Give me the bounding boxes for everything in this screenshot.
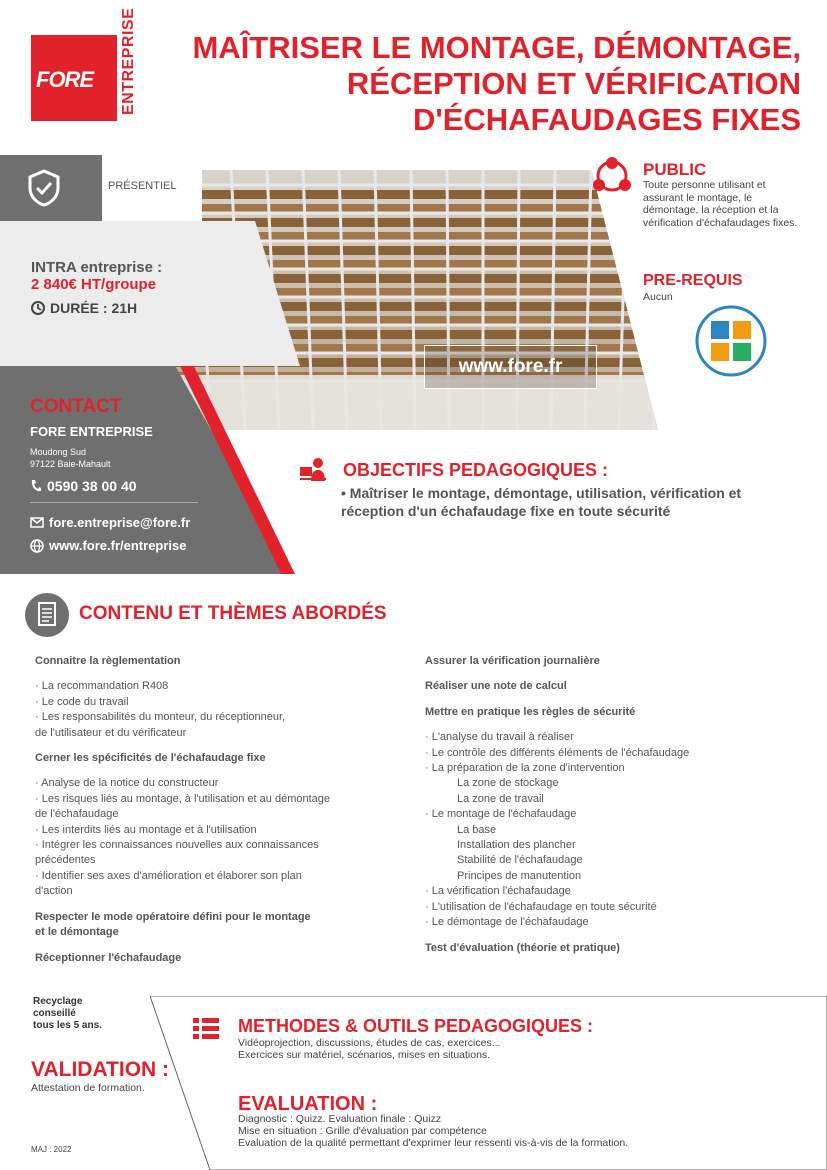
pricing-panel: [0, 221, 300, 366]
topic-heading: Test d'évaluation (théorie et pratique): [425, 941, 620, 954]
list-item: précédentes: [35, 854, 96, 867]
contact-email[interactable]: fore.entreprise@fore.fr: [30, 515, 190, 530]
list-item: Principes de manutention: [457, 869, 582, 882]
spacer: [35, 741, 375, 751]
list-item: · Le montage de l'échafaudage: [425, 808, 577, 821]
list-item: · La vérification l'échafaudage: [425, 885, 571, 898]
contenu-column-right: [425, 654, 765, 956]
list-item: de l'échafaudage: [35, 808, 119, 821]
list-item: La base: [457, 823, 497, 836]
list-item: Stabilité de l'échafaudage: [457, 854, 583, 867]
evaluation-text: Diagnostic : Quizz. Evaluation finale : Quizz Mise en situation : Grille d'évaluation par compétence Evaluation de la qualité permettant d'exprimer leur ressenti vis-à-vis de la formation.: [238, 1113, 629, 1149]
list-item: · Identifier ses axes d'amélioration et élaborer son plan: [35, 869, 302, 882]
methodes-title: METHODES & OUTILS PEDAGOGIQUES :: [238, 1016, 594, 1036]
list-item: · Analyse de la notice du constructeur: [35, 777, 219, 790]
validation-title: VALIDATION :: [31, 1058, 170, 1081]
prerequis-text: Aucun: [643, 291, 673, 303]
spacer: [425, 931, 765, 941]
topic-heading: Connaitre la règlementation: [35, 655, 181, 667]
list-item: Installation des plancher: [457, 839, 576, 852]
document-icon: [24, 592, 70, 638]
public-text: Toute personne utilisant et assurant le montage, le démontage, la réception et la vérification d'échafaudages fixes.: [643, 179, 798, 229]
topic-heading: Réceptionner l'échafaudage: [35, 951, 182, 964]
clock-icon: [31, 301, 45, 315]
topic-heading: Assurer la vérification journalière: [425, 655, 600, 667]
objectifs-title: OBJECTIFS PEDAGOGIQUES :: [343, 460, 609, 480]
shield-check-icon: [24, 168, 64, 208]
objectifs-text: • Maîtriser le montage, démontage, utilisation, vérification et réception d'un échafaudage fixe en toute sécurité: [341, 485, 742, 519]
spacer: [35, 941, 375, 951]
list-item: d'action: [35, 885, 73, 898]
topic-heading: Mettre en pratique les règles de sécurité: [425, 705, 636, 718]
mode-label: PRÉSENTIEL: [108, 180, 177, 192]
list-item: de l'utilisateur et du vérificateur: [35, 726, 187, 739]
list-item: La zone de stockage: [457, 777, 559, 790]
maj-date: MAJ : 2022: [31, 1145, 72, 1154]
phone-icon: [30, 479, 42, 493]
contact-divider: [30, 502, 198, 503]
page-title: MAÎTRISER LE MONTAGE, DÉMONTAGE, RÉCEPTION ET VÉRIFICATION D'ÉCHAFAUDAGES FIXES: [192, 30, 801, 137]
contact-title: CONTACT: [30, 396, 122, 417]
price-label: INTRA entreprise :: [31, 259, 163, 276]
contact-phone[interactable]: 0590 38 00 40: [30, 478, 137, 494]
list-item: · Le contrôle des différents éléments de l'échafaudage: [425, 746, 690, 759]
globe-icon: [30, 539, 44, 553]
website-banner[interactable]: www.fore.fr: [424, 345, 597, 389]
duration: DURÉE : 21H: [31, 300, 137, 316]
list-item: · L'utilisation de l'échafaudage en toute sécurité: [425, 900, 657, 913]
list-icon: [193, 1018, 219, 1040]
list-item: · La recommandation R408: [35, 680, 169, 693]
contenu-title: CONTENU ET THÈMES ABORDÉS: [79, 603, 387, 624]
contact-name: FORE ENTREPRISE: [30, 424, 153, 439]
evaluation-title: EVALUATION :: [238, 1093, 378, 1115]
list-item: · Les risques liés au montage, à l'utilisation et au démontage: [35, 792, 330, 805]
topic-heading: et le démontage: [35, 926, 119, 939]
validation-text: Attestation de formation.: [31, 1082, 145, 1094]
spacer: [35, 669, 375, 679]
list-item: · La préparation de la zone d'intervention: [425, 762, 625, 775]
handicap-logo: [695, 305, 767, 377]
teacher-icon: [298, 457, 328, 483]
contact-address: Moudong Sud 97122 Baie-Mahault: [30, 447, 111, 469]
topic-heading: Respecter le mode opératoire défini pour le montage: [35, 910, 311, 923]
prerequis-title: PRE-REQUIS: [643, 272, 743, 289]
topic-heading: Cerner les spécificités de l'échafaudage fixe: [35, 752, 266, 765]
spacer: [35, 766, 375, 776]
spacer: [35, 900, 375, 910]
list-item: · Le démontage de l'échafaudage: [425, 916, 589, 929]
contact-website[interactable]: www.fore.fr/entreprise: [30, 538, 187, 553]
list-item: · Le code du travail: [35, 695, 129, 708]
spacer: [425, 720, 765, 730]
logo-side: ENTREPRISE: [120, 7, 137, 115]
mode-box: [102, 170, 202, 222]
contenu-column-left: [35, 654, 375, 966]
topic-heading: Réaliser une note de calcul: [425, 680, 567, 693]
list-item: · L'analyse du travail à réaliser: [425, 731, 574, 744]
public-title: PUBLIC: [643, 160, 707, 179]
header-grey-block: [0, 155, 102, 221]
spacer: [425, 669, 765, 679]
list-item: · Les interdits liés au montage et à l'utilisation: [35, 823, 257, 836]
list-item: · Intégrer les connaissances nouvelles aux connaissances: [35, 839, 319, 852]
list-item: La zone de travail: [457, 792, 544, 805]
people-icon: [590, 155, 634, 197]
logo-text: FORE: [36, 67, 94, 92]
spacer: [425, 695, 765, 705]
list-item: · Les responsabilités du monteur, du réceptionneur,: [35, 711, 286, 724]
mail-icon: [30, 517, 44, 528]
methodes-text: Vidéoprojection, discussions, études de cas, exercices... Exercices sur matériel, scénarios, mises en situations.: [238, 1037, 501, 1061]
price-value: 2 840€ HT/groupe: [31, 276, 157, 293]
recyclage-note: Recyclage conseillé tous les 5 ans.: [33, 996, 102, 1031]
